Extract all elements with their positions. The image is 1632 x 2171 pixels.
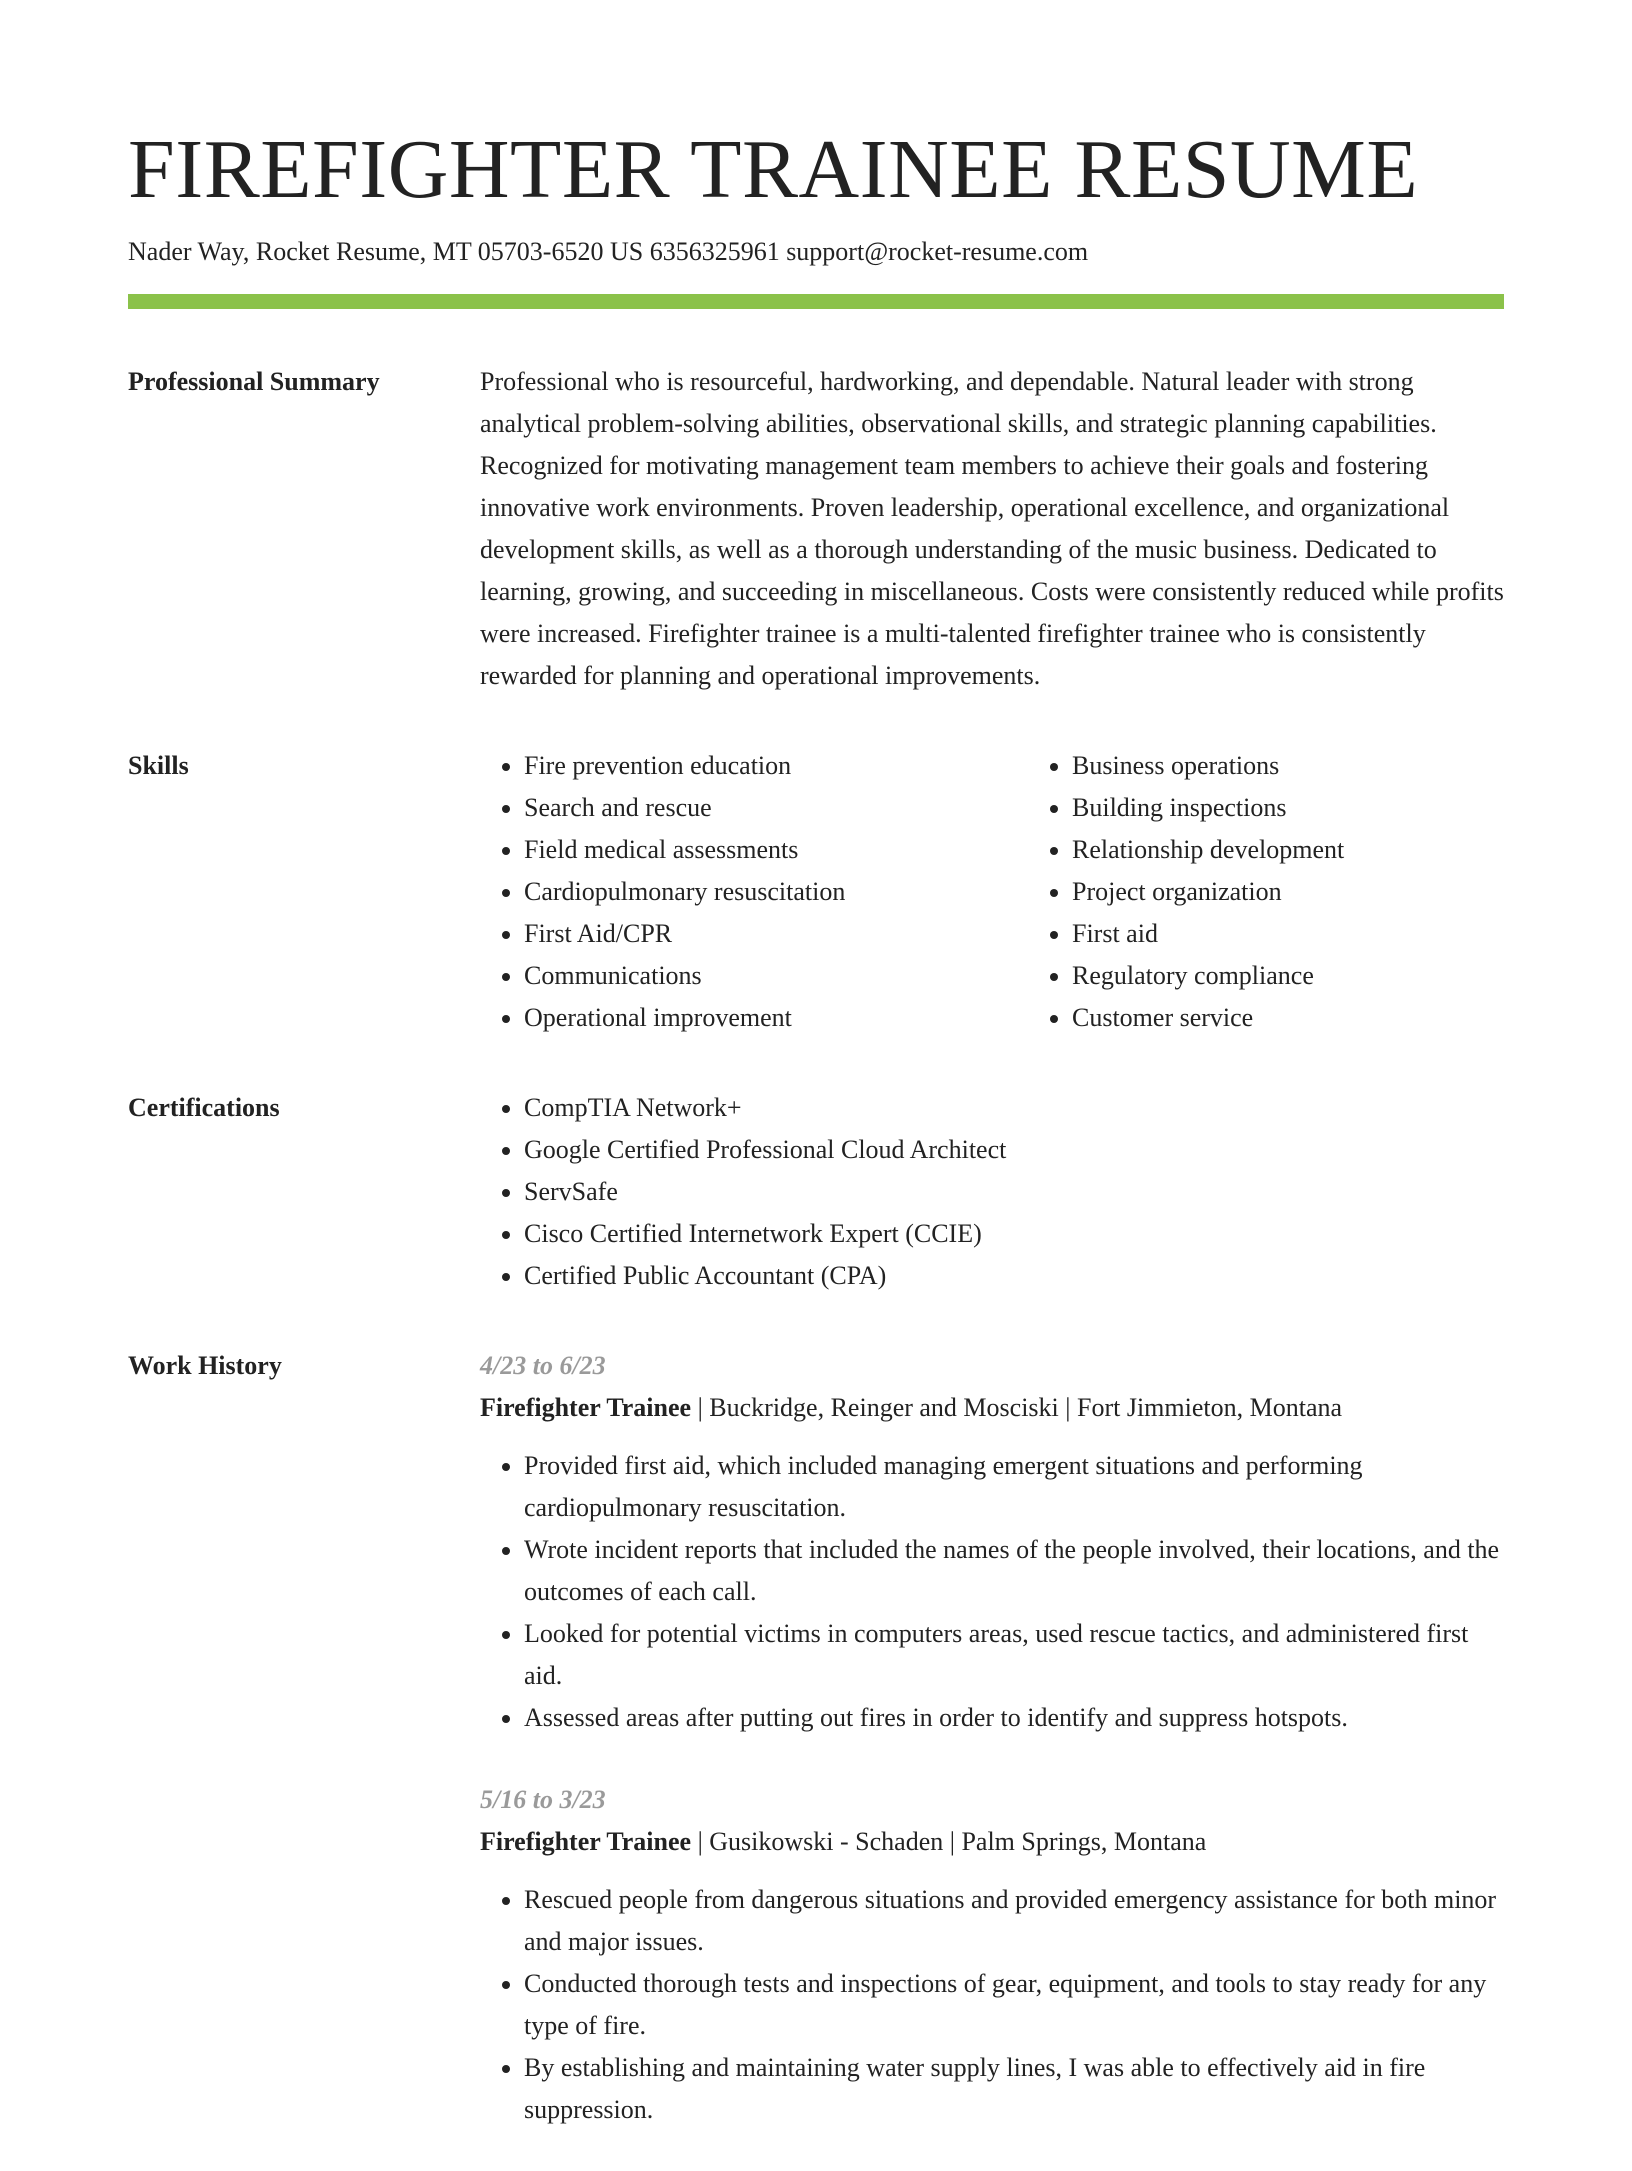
skill-item: • Business operations — [1072, 745, 1576, 787]
job-dates: 4/23 to 6/23 — [480, 1351, 606, 1380]
work-history-label: Work History — [128, 1351, 282, 1380]
job-heading — [480, 1821, 1504, 1863]
skill-item: • Communications — [524, 955, 1028, 997]
job-details: | Buckridge, Reinger and Mosciski | Fort Jimmieton, Montana — [691, 1393, 1343, 1422]
job-bullet: • Conducted thorough tests and inspections of gear, equipment, and tools to stay ready for any type of fire. — [524, 1963, 1504, 2047]
job-title: Firefighter Trainee — [480, 1393, 692, 1422]
skill-item: • Cardiopulmonary resuscitation — [524, 871, 1028, 913]
certifications-section — [128, 1087, 1504, 1297]
skill-item: • First Aid/CPR — [524, 913, 1028, 955]
skill-item: • Fire prevention education — [524, 745, 1028, 787]
skill-item: • Operational improvement — [524, 997, 1028, 1039]
job-bullet: • By establishing and maintaining water supply lines, I was able to effectively aid in fire suppression. — [524, 2047, 1504, 2131]
job-heading — [480, 1387, 1504, 1429]
job-details: | Gusikowski - Schaden | Palm Springs, Montana — [691, 1827, 1207, 1856]
resume-page — [128, 118, 1504, 2171]
skill-item: • Regulatory compliance — [1072, 955, 1576, 997]
job-title: Firefighter Trainee — [480, 1827, 692, 1856]
header-divider — [128, 294, 1504, 309]
skill-item: • First aid — [1072, 913, 1576, 955]
certification-item: • CompTIA Network+ — [524, 1087, 1504, 1129]
job-bullet: • Wrote incident reports that included the names of the people involved, their locations, and the outcomes of each call. — [524, 1529, 1504, 1613]
resume-title: FIREFIGHTER TRAINEE RESUME — [128, 123, 1419, 216]
skills-label: Skills — [128, 751, 189, 780]
job-bullet: • Assessed areas after putting out fires in order to identify and suppress hotspots. — [524, 1697, 1504, 1739]
skill-item: • Project organization — [1072, 871, 1576, 913]
certification-item: • ServSafe — [524, 1171, 1504, 1213]
skills-list-left — [480, 745, 1028, 1039]
job-entry — [480, 1779, 1504, 2131]
skill-item: • Search and rescue — [524, 787, 1028, 829]
summary-label: Professional Summary — [128, 367, 380, 396]
job-bullet: • Looked for potential victims in computers areas, used rescue tactics, and administered first aid. — [524, 1613, 1504, 1697]
skill-item: • Field medical assessments — [524, 829, 1028, 871]
job-dates: 5/16 to 3/23 — [480, 1785, 606, 1814]
certifications-label: Certifications — [128, 1093, 280, 1122]
job-bullet: • Provided first aid, which included managing emergent situations and performing cardiopulmonary resuscitation. — [524, 1445, 1504, 1529]
job-bullets — [480, 1879, 1504, 2131]
certifications-list — [480, 1087, 1504, 1297]
skills-list-right — [1028, 745, 1576, 1039]
certification-item: • Cisco Certified Internetwork Expert (CCIE) — [524, 1213, 1504, 1255]
certification-item: • Google Certified Professional Cloud Architect — [524, 1129, 1504, 1171]
skill-item: • Customer service — [1072, 997, 1576, 1039]
work-history-section — [128, 1345, 1504, 2171]
skill-item: • Building inspections — [1072, 787, 1576, 829]
job-bullets — [480, 1445, 1504, 1739]
contact-info: Nader Way, Rocket Resume, MT 05703-6520 US 6356325961 support@rocket-resume.com — [128, 237, 1089, 266]
skill-item: • Relationship development — [1072, 829, 1576, 871]
skills-section — [128, 745, 1504, 1039]
job-bullet: • Rescued people from dangerous situations and provided emergency assistance for both minor and major issues. — [524, 1879, 1504, 1963]
certification-item: • Certified Public Accountant (CPA) — [524, 1255, 1504, 1297]
summary-section — [128, 361, 1504, 697]
summary-text: Professional who is resourceful, hardworking, and dependable. Natural leader with strong analytical problem-solving abilities, observational skills, and strategic planning capabilities. Recognized for motivating management team members to achieve their goals and fostering innovative work environments. Proven leadership, operational excellence, and organizational development skills, as well as a thorough understanding of the music business. Dedicated to learning, growing, and succeeding in miscellaneous. Costs were consistently reduced while profits were increased. Firefighter trainee is a multi-talented firefighter trainee who is consistently rewarded for planning and operational improvements. — [480, 367, 1504, 690]
job-entry — [480, 1345, 1504, 1739]
